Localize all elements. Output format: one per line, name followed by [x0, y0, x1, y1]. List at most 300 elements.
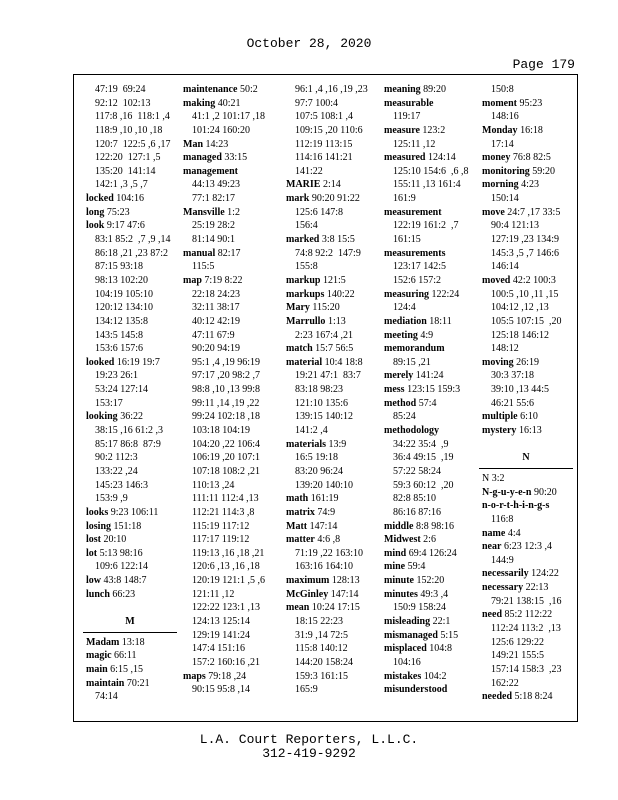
index-entry — [381, 206, 475, 220]
index-refs-continued: 141:22 — [295, 165, 323, 177]
index-entry — [381, 397, 475, 411]
index-term: misleading — [384, 615, 431, 627]
index-refs: 124:22 — [531, 568, 559, 580]
index-refs-continued: 135:20 141:14 — [95, 165, 156, 177]
index-refs-continued: 152:6 157:2 — [393, 274, 442, 286]
index-refs-continued: 155:11 ,13 161:4 — [393, 179, 461, 191]
index-refs-continued: 39:10 ,13 44:5 — [491, 384, 550, 396]
index-entry — [479, 567, 573, 581]
index-term: looking — [86, 411, 118, 423]
index-refs-continued: 101:24 160:20 — [192, 124, 251, 136]
index-refs-continued: 47:11 67:9 — [192, 329, 235, 341]
index-refs-continued: 81:14 90:1 — [192, 234, 236, 246]
index-refs-continued: 106:19 ,20 107:1 — [192, 452, 261, 464]
index-refs-continued: 119:17 — [393, 111, 421, 123]
index-entry — [381, 424, 475, 438]
index-refs-continued: 121:10 135:6 — [295, 397, 349, 409]
index-refs-continued: 147:4 151:16 — [192, 643, 246, 655]
index-box — [73, 74, 578, 722]
index-refs-continued: 144:9 — [491, 554, 514, 566]
index-refs-continued: 22:18 24:23 — [192, 288, 241, 300]
index-term: measure — [384, 124, 420, 136]
index-term: move — [482, 206, 505, 218]
index-refs: 7:19 8:22 — [204, 274, 243, 286]
index-term: monitoring — [482, 165, 530, 177]
index-refs-continued: 46:21 55:6 — [491, 397, 535, 409]
index-entry — [283, 301, 377, 315]
index-term: misunderstood — [384, 684, 448, 696]
index-refs-continued: 125:11 ,12 — [393, 138, 436, 150]
index-term: measurement — [384, 206, 442, 218]
index-refs: 40:21 — [217, 97, 241, 109]
index-refs-continued: 105:5 107:15 ,20 — [491, 315, 562, 327]
index-refs-continued: 97:7 100:4 — [295, 97, 339, 109]
index-refs: 18:11 — [429, 315, 452, 327]
index-refs-continued: 155:8 — [295, 261, 318, 273]
index-entry — [479, 690, 573, 704]
index-entry — [180, 165, 274, 179]
index-refs-continued: 150:8 — [491, 84, 514, 95]
index-refs-continued: 57:22 58:24 — [393, 465, 442, 477]
letter-heading: M — [125, 615, 135, 627]
index-term: material — [286, 356, 323, 368]
index-term: necessarily — [482, 568, 529, 580]
index-refs-continued: 44:13 49:23 — [192, 179, 241, 191]
index-column-2 — [180, 83, 274, 697]
index-entry — [180, 247, 274, 261]
index-entry — [283, 274, 377, 288]
index-entry — [381, 670, 475, 684]
index-term: lunch — [86, 588, 110, 600]
index-refs-continued: 115:8 140:12 — [295, 643, 348, 655]
index-term: mean — [286, 602, 310, 614]
index-entry — [381, 151, 475, 165]
index-entry — [479, 527, 573, 541]
index-refs: 69:4 126:24 — [408, 547, 457, 559]
index-entry — [479, 124, 573, 138]
index-refs-continued: 103:18 104:19 — [192, 425, 251, 437]
index-entry — [381, 124, 475, 138]
index-refs: 5:18 8:24 — [514, 691, 553, 703]
index-refs-continued: 115:5 — [192, 261, 215, 273]
index-term: minutes — [384, 588, 418, 600]
index-entry — [180, 83, 274, 97]
letter-heading: N — [522, 452, 530, 464]
index-term: maps — [183, 670, 206, 682]
index-refs-continued: 86:18 ,21 ,23 87:2 — [95, 247, 169, 259]
index-refs-continued: 163:16 164:10 — [295, 561, 354, 573]
index-entry — [283, 574, 377, 588]
index-entry — [381, 247, 475, 261]
index-refs-continued: 153:17 — [95, 397, 123, 409]
index-entry — [381, 369, 475, 383]
index-refs-continued: 161:9 — [393, 193, 416, 205]
index-refs: 115:20 — [312, 302, 340, 314]
index-refs: 22:13 — [525, 582, 549, 594]
index-refs: 4:4 — [507, 527, 521, 539]
index-term: misplaced — [384, 643, 427, 655]
index-entry — [83, 520, 177, 534]
index-refs-continued: 125:6 147:8 — [295, 206, 344, 218]
index-refs-continued: 148:16 — [491, 111, 519, 123]
index-refs: 16:13 — [518, 425, 542, 437]
index-refs-continued: 148:12 — [491, 343, 519, 355]
index-entry — [283, 342, 377, 356]
index-refs: 22:1 — [432, 615, 451, 627]
index-refs: 9:23 106:11 — [110, 506, 159, 518]
index-refs-continued: 125:6 129:22 — [491, 636, 545, 648]
index-refs-continued: 129:19 141:24 — [192, 629, 251, 641]
index-term: maintenance — [183, 84, 238, 95]
index-entry — [479, 178, 573, 192]
index-refs-continued: 127:19 ,23 134:9 — [491, 234, 560, 246]
index-refs-continued: 162:22 — [491, 677, 519, 689]
index-entry — [381, 683, 475, 697]
index-term: marked — [286, 234, 320, 246]
index-refs-continued: 89:15 ,21 — [393, 356, 431, 368]
index-column-5 — [479, 83, 573, 704]
index-refs: 128:13 — [331, 575, 360, 587]
index-refs-continued: 19:23 26:1 — [95, 370, 139, 382]
index-entry — [381, 383, 475, 397]
index-refs: 57:4 — [418, 397, 437, 409]
index-refs: 95:23 — [519, 97, 543, 109]
index-term: McGinley — [286, 588, 329, 600]
index-refs: 104:16 — [116, 193, 145, 205]
index-refs-continued: 32:11 38:17 — [192, 302, 240, 314]
index-entry — [83, 663, 177, 677]
index-refs: 147:14 — [330, 588, 359, 600]
index-refs-continued: 96:1 ,4 ,16 ,19 ,23 — [295, 84, 368, 95]
index-refs-continued: 125:10 154:6 ,6 ,8 — [393, 165, 469, 177]
index-entry — [283, 356, 377, 370]
index-refs-continued: 107:18 108:2 ,21 — [192, 465, 261, 477]
index-refs-continued: 120:6 ,13 ,16 ,18 — [192, 561, 260, 573]
index-term: moving — [482, 356, 514, 368]
index-refs-continued: 90:20 94:19 — [192, 343, 241, 355]
index-refs-continued: 156:4 — [295, 220, 318, 232]
index-refs-continued: 107:5 108:1 ,4 — [295, 111, 354, 123]
index-entry — [83, 219, 177, 233]
index-refs-continued: 74:8 92:2 147:9 — [295, 247, 361, 259]
index-entry — [83, 547, 177, 561]
index-term: math — [286, 493, 309, 505]
index-term: mismanaged — [384, 629, 438, 641]
index-refs: 5:15 — [440, 629, 459, 641]
index-refs: 4:23 — [521, 179, 539, 191]
index-refs-continued: 120:7 122:5 ,6 ,17 — [95, 138, 171, 150]
index-term: main — [86, 663, 108, 675]
index-refs-continued: 104:20 ,22 106:4 — [192, 438, 261, 450]
index-term: meeting — [384, 329, 418, 341]
index-refs: 76:8 82:5 — [512, 152, 551, 164]
index-entry — [381, 520, 475, 534]
index-refs-continued: 153:9 ,9 — [95, 493, 128, 505]
index-refs-continued: 90:2 112:3 — [95, 452, 138, 464]
index-refs: 2:6 — [423, 534, 436, 546]
index-refs-continued: 153:6 157:6 — [95, 343, 144, 355]
index-refs: 82:17 — [217, 247, 241, 259]
index-refs-continued: 116:8 — [491, 513, 514, 525]
index-term: moment — [482, 97, 517, 109]
index-entry — [381, 288, 475, 302]
index-term: match — [286, 343, 313, 355]
index-term: moved — [482, 274, 511, 286]
index-entry — [283, 288, 377, 302]
index-entry — [283, 601, 377, 615]
index-refs-continued: 53:24 127:14 — [95, 384, 149, 396]
index-refs: 50:2 — [239, 84, 258, 95]
index-entry — [479, 151, 573, 165]
index-refs-continued: 112:19 113:15 — [295, 138, 353, 150]
index-refs-continued: 115:19 117:12 — [192, 520, 250, 532]
index-entry — [381, 97, 475, 111]
index-term: managed — [183, 152, 222, 164]
index-term: meaning — [384, 84, 421, 95]
index-refs: 90:20 — [533, 486, 557, 498]
index-refs-continued: 17:14 — [491, 138, 514, 150]
index-refs-continued: 150:9 158:24 — [393, 602, 447, 614]
index-refs-continued: 117:8 ,16 118:1 ,4 — [95, 111, 170, 123]
index-refs: 152:20 — [416, 575, 445, 587]
index-term: need — [482, 609, 502, 621]
index-refs-continued: 85:24 — [393, 411, 416, 423]
index-entry — [479, 608, 573, 622]
index-term: N — [482, 472, 490, 484]
index-refs-continued: 98:13 102:20 — [95, 274, 149, 286]
index-refs: 75:23 — [106, 206, 130, 218]
index-term: mistakes — [384, 670, 422, 682]
index-term: minute — [384, 575, 414, 587]
index-refs: 33:15 — [224, 152, 248, 164]
index-term: lot — [86, 547, 98, 559]
index-entry — [83, 206, 177, 220]
index-refs-continued: 111:11 112:4 ,13 — [192, 493, 259, 505]
index-refs-continued: 74:14 — [95, 691, 118, 703]
index-term: Matt — [286, 520, 308, 532]
index-term: methodology — [384, 425, 439, 437]
index-refs-continued: 77:1 82:17 — [192, 193, 236, 205]
index-refs-continued: 36:4 49:15 ,19 — [393, 452, 454, 464]
index-refs: 122:24 — [431, 288, 460, 300]
index-term: map — [183, 274, 202, 286]
index-refs-continued: 95:1 ,4 ,19 96:19 — [192, 356, 261, 368]
index-refs: 74:9 — [317, 506, 336, 518]
index-term: long — [86, 206, 105, 218]
index-entry — [180, 670, 274, 684]
index-term: MARIE — [286, 179, 321, 191]
index-term: locked — [86, 193, 114, 205]
index-refs-continued: 83:20 96:24 — [295, 465, 344, 477]
index-refs-continued: 122:19 161:2 ,7 — [393, 220, 459, 232]
index-term: N-g-u-y-e-n — [482, 486, 532, 498]
blank-line — [83, 601, 177, 615]
index-term: mystery — [482, 425, 517, 437]
index-entry — [479, 424, 573, 438]
index-term: markup — [286, 274, 321, 286]
index-refs-continued: 34:22 35:4 ,9 — [393, 438, 449, 450]
index-term: matter — [286, 534, 315, 546]
index-entry — [83, 192, 177, 206]
index-entry — [479, 356, 573, 370]
index-refs-continued: 157:14 158:3 ,23 — [491, 663, 562, 675]
index-refs-continued: 2:23 167:4 ,21 — [295, 329, 354, 341]
index-refs-continued: 47:19 69:24 — [95, 84, 146, 95]
index-entry — [180, 151, 274, 165]
index-entry — [283, 520, 377, 534]
index-entry — [83, 677, 177, 691]
index-refs-continued: 83:1 85:2 ,7 ,9 ,14 — [95, 234, 171, 246]
index-refs-continued: 71:19 ,22 163:10 — [295, 547, 364, 559]
index-column-3 — [283, 83, 377, 697]
index-entry — [479, 472, 573, 486]
index-refs: 66:11 — [114, 650, 137, 662]
index-term: multiple — [482, 411, 518, 423]
index-refs-continued: 145:3 ,5 ,7 146:6 — [491, 247, 560, 259]
index-term: Mansville — [183, 206, 225, 218]
index-entry — [83, 410, 177, 424]
index-refs-continued: 18:15 22:23 — [295, 615, 344, 627]
index-entry — [283, 533, 377, 547]
index-refs: 43:8 148:7 — [103, 575, 147, 587]
index-entry — [381, 533, 475, 547]
index-refs-continued: 121:11 ,12 — [192, 588, 235, 600]
index-refs-continued: 99:24 102:18 ,18 — [192, 411, 261, 423]
index-refs-continued: 110:13 ,24 — [192, 479, 235, 491]
index-refs: 79:18 ,24 — [208, 670, 247, 682]
transcript-date: October 28, 2020 — [246, 36, 372, 51]
index-refs: 85:2 112:22 — [504, 609, 553, 621]
index-refs: 4:6 ,8 — [317, 534, 341, 546]
index-term: necessary — [482, 582, 524, 594]
index-entry — [381, 560, 475, 574]
index-refs-continued: 146:14 — [491, 261, 519, 273]
index-refs-continued: 159:3 161:15 — [295, 670, 349, 682]
index-refs: 104:8 — [429, 643, 453, 655]
index-entry — [381, 615, 475, 629]
index-refs-continued: 99:11 ,14 ,19 ,22 — [192, 397, 260, 409]
index-term: low — [86, 575, 101, 587]
index-term: maximum — [286, 575, 330, 587]
index-refs: 1:13 — [327, 315, 346, 327]
index-entry — [381, 342, 475, 356]
index-refs-continued: 144:20 158:24 — [295, 656, 354, 668]
index-refs-continued: 125:18 146:12 — [491, 329, 550, 341]
index-refs: 161:19 — [310, 493, 339, 505]
index-entry — [479, 499, 573, 513]
index-refs: 123:2 — [422, 124, 446, 136]
index-refs-continued: 16:5 19:18 — [295, 452, 339, 464]
index-term: measured — [384, 152, 426, 164]
index-refs: 26:19 — [516, 356, 539, 368]
index-term: mark — [286, 193, 310, 205]
index-refs: 1:2 — [227, 206, 240, 218]
index-entry — [83, 356, 177, 370]
index-term: method — [384, 397, 417, 409]
index-term: mind — [384, 547, 407, 559]
footer-company: L.A. Court Reporters, L.L.C. — [199, 732, 419, 747]
index-refs-continued: 19:21 47:1 83:7 — [295, 370, 361, 382]
index-refs-continued: 123:17 142:5 — [393, 261, 447, 273]
index-entry — [83, 574, 177, 588]
index-refs: 10:4 18:8 — [324, 356, 363, 368]
index-refs-continued: 82:8 85:10 — [393, 493, 437, 505]
index-entry — [479, 206, 573, 220]
index-entry — [381, 329, 475, 343]
page-number: Page 179 — [512, 57, 575, 72]
index-refs-continued: 157:2 160:16 ,21 — [192, 656, 261, 668]
index-refs-continued: 90:15 95:8 ,14 — [192, 684, 251, 696]
index-refs-continued: 38:15 ,16 61:2 ,3 — [95, 425, 164, 437]
index-refs: 15:7 56:5 — [315, 343, 354, 355]
index-refs-continued: 41:1 ,2 101:17 ,18 — [192, 111, 266, 123]
index-refs-continued: 100:5 ,10 ,11 ,15 — [491, 288, 559, 300]
index-term: mess — [384, 384, 405, 396]
index-refs-continued: 124:4 — [393, 302, 416, 314]
index-refs: 123:15 159:3 — [407, 384, 461, 396]
index-refs-continued: 86:16 87:16 — [393, 506, 442, 518]
index-refs: 104:2 — [423, 670, 447, 682]
index-refs-continued: 79:21 138:15 ,16 — [491, 595, 562, 607]
index-refs: 16:18 — [520, 124, 543, 136]
index-refs-continued: 112:24 113:2 ,13 — [491, 622, 561, 634]
index-refs-continued: 120:12 134:10 — [95, 302, 154, 314]
index-refs-continued: 118:9 ,10 ,10 ,18 — [95, 124, 163, 136]
index-term: Marrullo — [286, 315, 326, 327]
index-refs-continued: 139:15 140:12 — [295, 411, 354, 423]
index-entry — [381, 315, 475, 329]
index-refs-continued: 85:17 86:8 87:9 — [95, 438, 161, 450]
index-refs: 20:10 — [103, 534, 127, 546]
index-refs: 70:21 — [126, 677, 150, 689]
index-refs-continued: 92:12 102:13 — [95, 97, 151, 109]
index-entry — [83, 649, 177, 663]
index-entry — [381, 83, 475, 97]
index-entry — [283, 192, 377, 206]
index-refs: 9:17 47:6 — [106, 220, 145, 232]
index-refs-continued: 122:22 123:1 ,13 — [192, 602, 261, 614]
index-entry — [180, 206, 274, 220]
index-term: memorandum — [384, 343, 445, 355]
index-refs-continued: 119:13 ,16 ,18 ,21 — [192, 547, 265, 559]
index-entry — [83, 506, 177, 520]
index-entry — [381, 642, 475, 656]
index-refs: 140:22 — [326, 288, 355, 300]
index-column-4 — [381, 83, 475, 697]
index-term: looked — [86, 356, 115, 368]
index-refs-continued: 143:5 145:8 — [95, 329, 144, 341]
index-refs: 59:20 — [532, 165, 556, 177]
index-refs-continued: 142:1 ,3 ,5 ,7 — [95, 179, 148, 191]
index-entry — [479, 486, 573, 500]
index-term: n-o-r-t-h-i-n-g-s — [482, 500, 550, 512]
index-refs: 89:20 — [423, 84, 446, 95]
index-term: Monday — [482, 124, 518, 136]
index-refs: 49:3 ,4 — [420, 588, 449, 600]
index-refs: 6:10 — [520, 411, 538, 423]
index-refs-continued: 87:15 93:18 — [95, 261, 144, 273]
index-refs-continued: 120:19 121:1 ,5 ,6 — [192, 575, 266, 587]
index-entry — [283, 438, 377, 452]
index-refs-continued: 40:12 42:19 — [192, 315, 241, 327]
index-refs: 10:24 17:15 — [311, 602, 360, 614]
index-entry — [479, 165, 573, 179]
index-refs-continued: 122:20 127:1 ,5 — [95, 152, 161, 164]
index-term: mediation — [384, 315, 427, 327]
index-entry — [83, 533, 177, 547]
index-entry — [479, 274, 573, 288]
index-term: Madam — [86, 636, 120, 648]
